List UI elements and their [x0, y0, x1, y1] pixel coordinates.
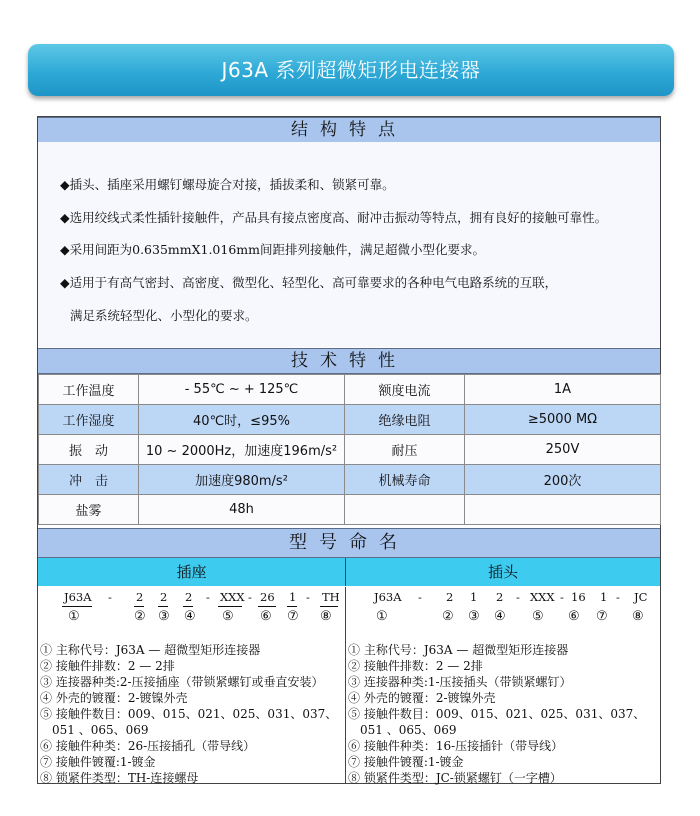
plug-desc-8: ⑧ 锁紧件类型：JC-锁紧螺钉（一字槽） [348, 771, 562, 785]
feature-item: 满足系统轻型化、小型化的要求。 [70, 308, 258, 323]
spec-label: 机械寿命 [345, 465, 465, 495]
code-segment: 2 [136, 590, 144, 604]
code-mark: ⑦ [596, 609, 608, 624]
plug-heading: 插头 [346, 558, 660, 586]
spec-label: 冲 击 [39, 465, 139, 495]
code-mark: ⑧ [632, 609, 644, 624]
page-title: J63A 系列超微矩形电连接器 [28, 44, 674, 96]
code-segment: 16 [571, 590, 586, 604]
code-mark: ⑧ [320, 609, 332, 624]
socket-desc-7: ⑦ 接触件镀覆:1-镀金 [40, 755, 156, 769]
code-mark: ③ [468, 609, 480, 624]
spec-value: 1A [465, 375, 661, 405]
code-segment: - [206, 590, 210, 604]
table-row [39, 435, 661, 465]
code-segment: 1 [289, 590, 297, 604]
code-segment: - [248, 590, 252, 604]
code-mark: ② [442, 609, 454, 624]
spec-label: 工作温度 [39, 375, 139, 405]
code-segment: - [560, 590, 564, 604]
plug-desc-6: ⑥ 接触件种类：16-压接插针（带导线） [348, 739, 564, 753]
feature-item: ◆适用于有高气密封、高密度、微型化、轻型化、高可靠要求的各种电气电路系统的互联， [60, 275, 558, 290]
plug-desc-2: ② 接触件排数：2 — 2排 [348, 659, 483, 673]
code-segment: TH [322, 590, 340, 604]
code-mark: ⑤ [532, 609, 544, 624]
plug-model [346, 587, 660, 783]
code-segment: XXX [530, 590, 555, 604]
spec-value: 200次 [465, 465, 661, 495]
plug-desc-5b: 051 、065、069 [348, 723, 457, 737]
code-segment: J63A [64, 590, 92, 604]
plug-desc-3: ③ 连接器种类:1-压接插头（带锁紧螺钉） [348, 675, 572, 689]
tech-spec-table [38, 374, 661, 525]
feature-item: ◆采用间距为0.635mmX1.016mm间距排列接触件，满足超微小型化要求。 [60, 242, 485, 257]
socket-desc-5b: 051 、065、069 [40, 723, 149, 737]
code-mark: ② [134, 609, 146, 624]
features-heading: 结构特点 [38, 117, 660, 143]
code-segment: J63A [374, 590, 402, 604]
code-segment: 2 [185, 590, 193, 604]
code-segment: - [418, 590, 422, 604]
spec-value: 加速度980m/s² [139, 465, 345, 495]
code-mark: ① [68, 609, 80, 624]
table-row [39, 495, 661, 525]
table-row [39, 465, 661, 495]
socket-desc-3: ③ 连接器种类:2-压接插座（带锁紧螺钉或垂直安装） [40, 675, 324, 689]
spec-value: ≥5000 MΩ [465, 405, 661, 435]
socket-model [38, 587, 346, 783]
code-mark: ① [376, 609, 388, 624]
spec-label: 振 动 [39, 435, 139, 465]
code-underline [158, 606, 168, 607]
code-segment: 1 [600, 590, 608, 604]
code-mark: ⑥ [260, 609, 272, 624]
code-mark: ③ [158, 609, 170, 624]
code-underline [134, 606, 144, 607]
code-mark: ⑥ [568, 609, 580, 624]
code-mark: ④ [494, 609, 506, 624]
feature-item: ◆插头、插座采用螺钉螺母旋合对接，插拔柔和、锁紧可靠。 [60, 177, 395, 192]
plug-desc-1: ① 主称代号：J63A — 超微型矩形连接器 [348, 643, 569, 657]
spec-value: 40℃时，≤95% [139, 405, 345, 435]
table-row [39, 405, 661, 435]
code-underline [258, 606, 276, 607]
code-segment: - [306, 590, 310, 604]
code-underline [62, 606, 92, 607]
spec-sheet [37, 116, 661, 784]
socket-desc-5: ⑤ 接触件数目：009、015、021、025、031、037、 [40, 707, 338, 721]
features-list [38, 142, 660, 347]
code-segment: 2 [496, 590, 504, 604]
spec-value: - 55℃ ~ + 125℃ [139, 375, 345, 405]
code-segment: 2 [160, 590, 168, 604]
code-segment: 1 [470, 590, 478, 604]
socket-desc-6: ⑥ 接触件种类：26-压接插孔（带导线） [40, 739, 256, 753]
code-underline [287, 606, 297, 607]
code-mark: ④ [184, 609, 196, 624]
plug-desc-5: ⑤ 接触件数目：009、015、021、025、031、037、 [348, 707, 646, 721]
model-heading: 型号命名 [38, 528, 660, 558]
code-mark: ⑦ [287, 609, 299, 624]
code-segment: 26 [260, 590, 275, 604]
code-segment: 2 [446, 590, 454, 604]
spec-value: 10 ~ 2000Hz，加速度196m/s² [139, 435, 345, 465]
spec-label: 工作湿度 [39, 405, 139, 435]
spec-label: 绝缘电阻 [345, 405, 465, 435]
socket-desc-4: ④ 外壳的镀覆：2-镀镍外壳 [40, 691, 188, 705]
spec-label: 盐雾 [39, 495, 139, 525]
socket-desc-2: ② 接触件排数：2 — 2排 [40, 659, 175, 673]
spec-label: 耐压 [345, 435, 465, 465]
code-underline [183, 606, 193, 607]
spec-label [345, 495, 465, 525]
socket-desc-8: ⑧ 锁紧件类型：TH-连接螺母 [40, 771, 199, 785]
code-segment: - [516, 590, 520, 604]
code-segment: XXX [220, 590, 245, 604]
plug-desc-4: ④ 外壳的镀覆：2-镀镍外壳 [348, 691, 496, 705]
spec-value: 250V [465, 435, 661, 465]
code-underline [320, 606, 338, 607]
spec-value [465, 495, 661, 525]
plug-desc-7: ⑦ 接触件镀覆:1-镀金 [348, 755, 464, 769]
feature-item: ◆选用绞线式柔性插针接触件，产品具有接点密度高、耐冲击振动等特点，拥有良好的接触可靠性。 [60, 210, 608, 225]
code-segment: JC [634, 590, 648, 604]
spec-label: 额度电流 [345, 375, 465, 405]
code-underline [218, 606, 242, 607]
socket-desc-1: ① 主称代号：J63A — 超微型矩形连接器 [40, 643, 261, 657]
code-segment: - [616, 590, 620, 604]
spec-value: 48h [139, 495, 345, 525]
code-segment: - [108, 590, 112, 604]
code-mark: ⑤ [222, 609, 234, 624]
tech-heading: 技术特性 [38, 348, 660, 374]
socket-heading: 插座 [38, 558, 346, 586]
table-row [39, 375, 661, 405]
